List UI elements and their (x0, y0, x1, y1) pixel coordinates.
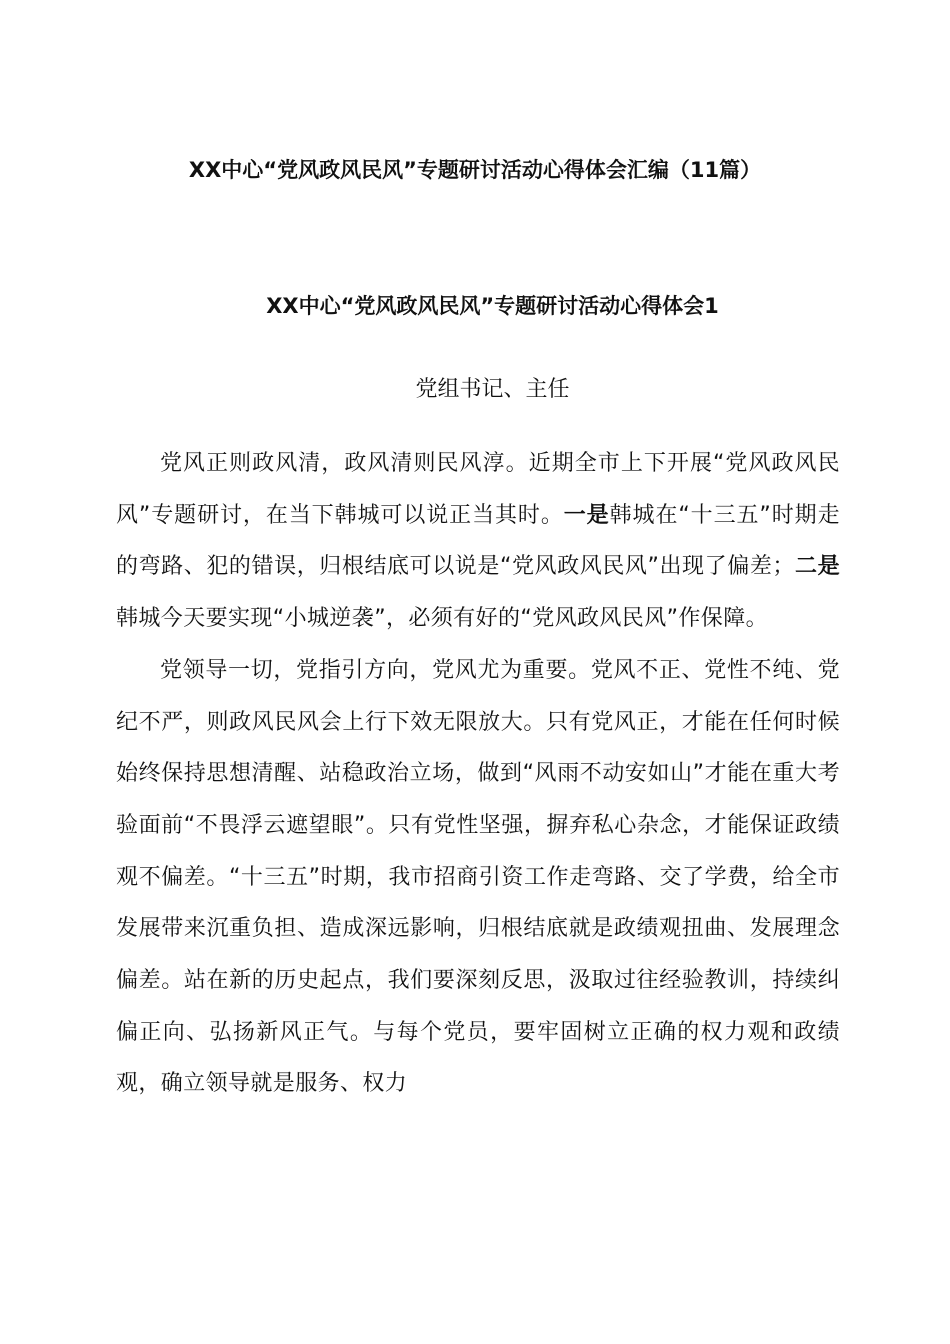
paragraph-2: 党领导一切，党指引方向，党风尤为重要。党风不正、党性不纯、党纪不严，则政风民风会上行下效无限放大。只有党风正，才能在任何时候始终保持思想清醒、站稳政治立场，做到“风雨不动安如山”才能在重大考验面前“不畏浮云遮望眼”。只有党性坚强，摒弃私心杂念，才能保证政绩观不偏差。“十三五”时期，我市招商引资工作走弯路、交了学费，给全市发展带来沉重负担、造成深远影响，归根结底就是政绩观扭曲、发展理念偏差。站在新的历史起点，我们要深刻反思，汲取过往经验教训，持续纠偏正向、弘扬新风正气。与每个党员，要牢固树立正确的权力观和政绩观，确立领导就是服务、权力 (116, 657, 840, 1097)
paragraph-text: 党风正则政风清，政风清则民风淳。近期全市上下开展“党风政风民风”专题研讨，在当下韩城可以说正当其时。 (116, 451, 840, 528)
emphasis-second: 二是 (794, 554, 840, 580)
emphasis-first: 一是 (563, 502, 610, 528)
document-body (116, 438, 840, 1110)
paragraph-1 (116, 438, 840, 645)
paragraph-text: 韩城在“十三五”时期走的弯路、犯的错误，归根结底可以说是“党风政风民风”出现了偏差； (116, 502, 840, 580)
section-title: XX中心“党风政风民风”专题研讨活动心得体会1 (266, 294, 719, 318)
document-title: XX中心“党风政风民风”专题研讨活动心得体会汇编（11篇） (188, 158, 762, 182)
author-line: 党组书记、主任 (415, 377, 570, 402)
paragraph-text: 韩城今天要实现“小城逆袭”，必须有好的“党风政风民风”作保障。 (116, 606, 768, 632)
